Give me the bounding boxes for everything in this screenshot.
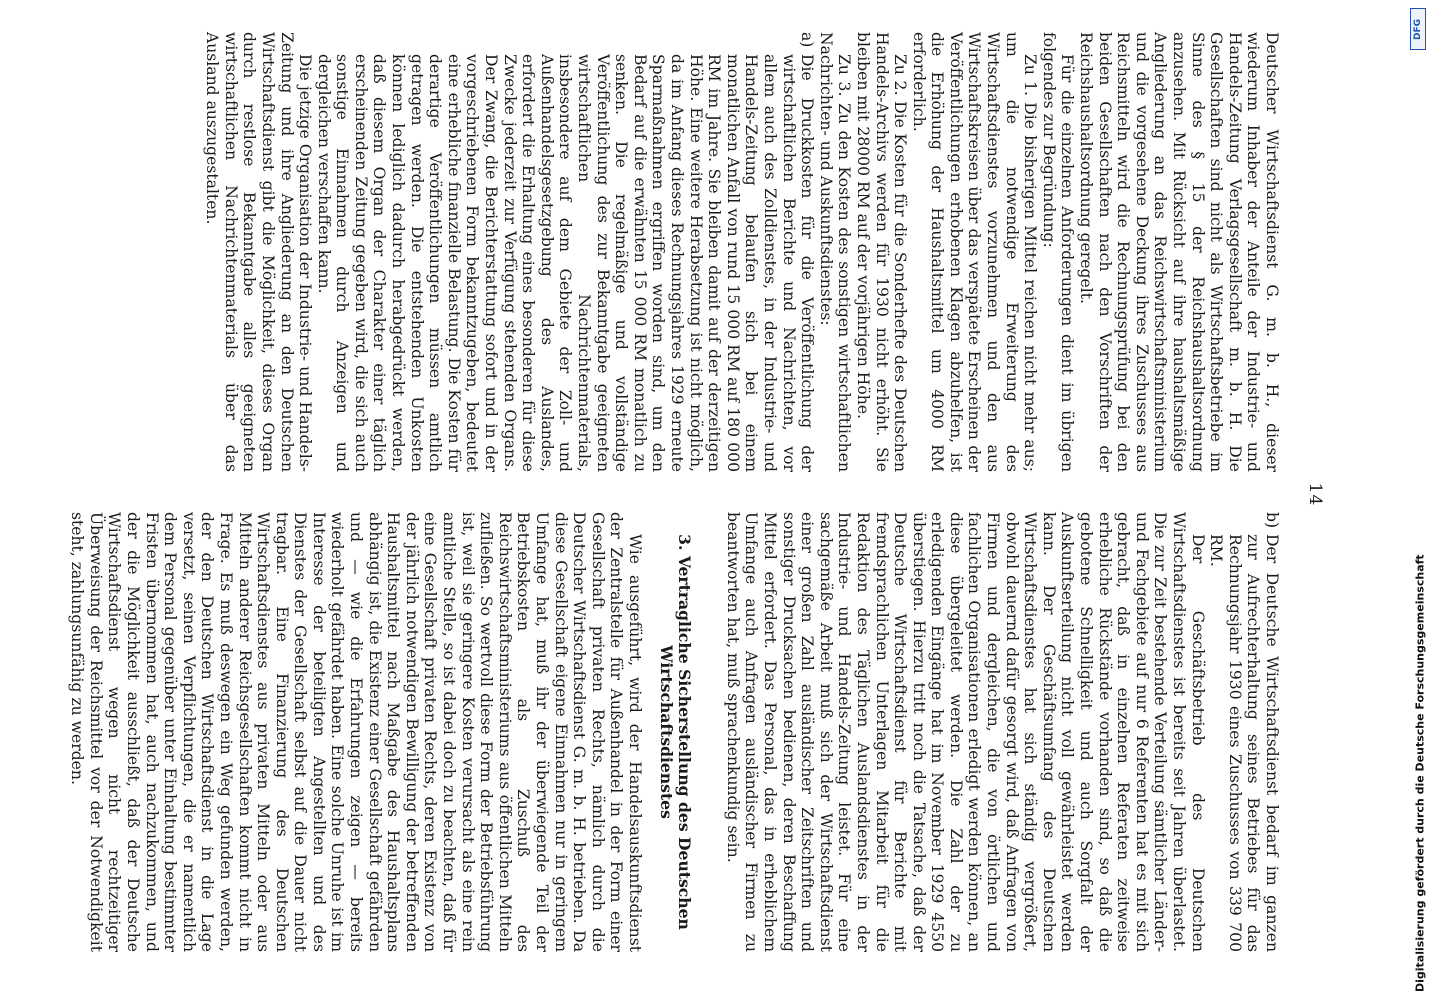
digitization-credit <box>1412 8 1428 992</box>
left-column <box>203 32 1281 472</box>
page-number: 14 <box>1305 482 1325 507</box>
section-heading: 3. Vertragliche Sicherstellung des Deutschen Wirtschaftsdienstes <box>656 534 695 930</box>
paragraph: Die jetzige Organisation der Industrie- und Handels-Zeitung und ihre Angliederung an den Deutschen Wirtschaftsdienst gibt die Möglichkeit, dieses Organ durch restlose Bekanntgabe alles geeigneten wirtschaftlichen Nachrichtenmaterials über das Ausland auszugestalten. <box>203 32 315 472</box>
list-item-text: Der Deutsche Wirtschaftsdienst bedarf im ganzen zur Aufrechterhaltung seines Betriebes für das Rechnungsjahr 1930 eines Zuschusses von 339 700 RM. <box>1207 534 1281 952</box>
document-page <box>35 32 1325 957</box>
paragraph: Der Geschäftsbetrieb des Deutschen Wirtschaftsdienstes ist bereits seit Jahren überlastet. Die zur Zeit bestehende Verteilung sämtlicher Länder- und Fachgebiete auf nur 6 Referenten hat es mit sich gebracht, daß in einzelnen Referaten zeitweise erhebliche Rückstände vorhanden sind, so daß die gebotene Schnelligkeit und auch Sorgfalt der Auskunftserteilung nicht voll gewährleistet werden kann. Der Geschäftsumfang des Deutschen Wirtschaftsdienstes hat sich ständig vergrößert, obwohl dauernd dafür gesorgt wird, daß Anfragen von Firmen und dergleichen, die von örtlichen und fachlichen Organisationen erledigt werden können, an diese übergeleitet werden. Die Zahl der zu erledigenden Eingänge hat im November 1929 4550 überstiegen. Hierzu tritt noch die Tatsache, daß der Deutsche Wirtschaftsdienst für Berichte mit fremdsprachlichen Unterlagen Mitarbeit für die Redaktion des Täglichen Auslandsdienstes in der Industrie- und Handels-Zeitung leistet. Für eine sachgemäße Arbeit muß sich der Wirtschaftsdienst einer großen Zahl ausländischer Zeitschriften und sonstiger Drucksachen bedienen, deren Beschaffung Mittel erfordert. Das Personal, das in erheblichem Umfange auch Anfragen ausländischer Firmen zu beantworten hat, muß sprachenkundig sein. <box>723 512 1207 952</box>
paragraph: Zu 2. Die Kosten für die Sonderhefte des Deutschen Handels-Archivs werden für 1930 nicht erhöht. Sie bleiben mit 28000 RM auf der vorjährigen Höhe. <box>853 32 910 472</box>
list-item-text: Die Druckkosten für die Veröffentlichung der wirtschaftlichen Berichte und Nachrichten, vor allem auch des Zolldienstes, in der Industrie- und Handels-Zeitung belaufen sich bei einem monatlichen Anfall von rund 15 000 RM auf 180 000 RM im Jahre. Sie bleiben damit auf der derzeitigen Höhe. Eine weitere Herabsetzung ist nicht möglich, da im Anfang dieses Rechnungsjahres 1929 erneute Sparmaßnahmen ergriffen worden sind, um den Bedarf auf die erwähnten 15 000 RM monatlich zu senken. Die regelmäßige und vollständige Veröffentlichung des zur Bekanntgabe geeigneten wirtschaftlichen Nachrichtenmaterials, insbesondere auf dem Gebiete der Zoll- und Außenhandelsgesetzgebung des Auslandes, erfordert die Erhaltung eines besonderen für diese Zwecke jederzeit zur Verfügung stehenden Organs. Der Zwang, die Berichterstattung sofort und in der vorgeschriebenen Form bekanntzugeben, bedeutet eine erhebliche finanzielle Belastung. Die Kosten für derartige Veröffentlichungen müssen amtlich getragen werden. Die entstehenden Unkosten können lediglich dadurch herabgedrückt werden, daß diesem Organ der Charakter einer täglich erscheinenden Zeitung gegeben wird, die sich auch sonstige Einnahmen durch Anzeigen und dergleichen verschaffen kann. <box>314 54 817 472</box>
paragraph: Für die einzelnen Anforderungen dient im übrigen folgendes zur Begründung: <box>1039 32 1077 472</box>
digitization-credit-text: Digitalisierung gefördert durch die Deutsche Forschungsgemeinschaft <box>1413 554 1427 992</box>
paragraph: Zu 1. Die bisherigen Mittel reichen nicht mehr aus; um die notwendige Erweiterung des Wirtschaftsdienstes vorzunehmen und den aus Wirtschaftskreisen über das verspätete Erscheinen der Veröffentlichungen erhobenen Klagen abzuhelfen, ist die Erhöhung der Haushaltsmittel um 4000 RM erforderlich. <box>909 32 1040 472</box>
paragraph: Zu 3. Zu den Kosten des sonstigen wirtschaftlichen Nachrichten- und Auskunftsdienstes: <box>816 32 854 472</box>
list-item-marker: a) <box>798 32 817 48</box>
list-item-marker: b) <box>1263 512 1281 529</box>
paragraph: Wie ausgeführt, wird der Handelsauskunftsdienst der Zentralstelle für Außenhandel in der Form einer Gesellschaft privaten Rechts, nämlich durch die Deutscher Wirtschaftsdienst G. m. b. H. betrieben. Da diese Gesellschaft eigene Einnahmen nur in geringem Umfange hat, muß ihr der überwiegende Teil der Betriebskosten als Zuschuß des Reichswirtschaftsministeriums aus öffentlichen Mitteln zufließen. So wertvoll diese Form der Betriebsführung ist, weil sie geringere Kosten verursacht als eine rein amtliche Stelle, so ist dabei doch zu beachten, daß für eine Gesellschaft privaten Rechts, deren Existenz von der jährlich notwendigen Bewilligung der betreffenden Haushaltsmittel nach Maßgabe des Haushaltsplans abhängig ist, die Existenz einer Gesellschaft gefährden und — wie die Erfahrungen zeigen — bereits wiederholt gefährdet haben. Eine solche Unruhe ist im Interesse der beteiligten Angestellten und des Dienstes der Gesellschaft selbst auf die Dauer nicht tragbar. Eine Finanzierung des Deutschen Wirtschaftsdienstes aus privaten Mitteln oder aus Mitteln anderer Reichsgesellschaften kommt nicht in Frage. Es muß deswegen ein Weg gefunden werden, der den Deutschen Wirtschaftsdienst in die Lage versetzt, seinen Verpflichtungen, die er namentlich dem Personal gegenüber unter Einhaltung bestimmter Fristen übernommen hat, auch nachzukommen, und der die Möglichkeit ausschließt, daß der Deutsche Wirtschaftsdienst wegen nicht rechtzeitiger Überweisung der Reichsmittel vor der Notwendigkeit steht, zahlungsunfähig zu werden. <box>68 512 644 952</box>
right-column <box>68 512 1281 952</box>
list-item <box>1207 512 1281 952</box>
dfg-logo-text: DFG <box>1413 18 1423 40</box>
paragraph: Deutscher Wirtschaftsdienst G. m. b. H., dieser wiederum Inhaber der Anteile der Industrie- und Handels-Zeitung Verlagsgesellschaft m. b. H. Die Gesellschaften sind nicht als Wirtschaftsbetriebe im Sinne des § 15 der Reichshaushaltsordnung anzusehen. Mit Rücksicht auf ihre haushaltsmäßige Angliederung an das Reichswirtschaftsministerium und die vorgesehene Deckung ihres Zuschusses aus Reichsmitteln wird die Rechnungsprüfung bei den beiden Gesellschaften nach den Vorschriften der Reichshaushaltsordnung geregelt. <box>1077 32 1281 472</box>
list-item <box>314 32 816 472</box>
